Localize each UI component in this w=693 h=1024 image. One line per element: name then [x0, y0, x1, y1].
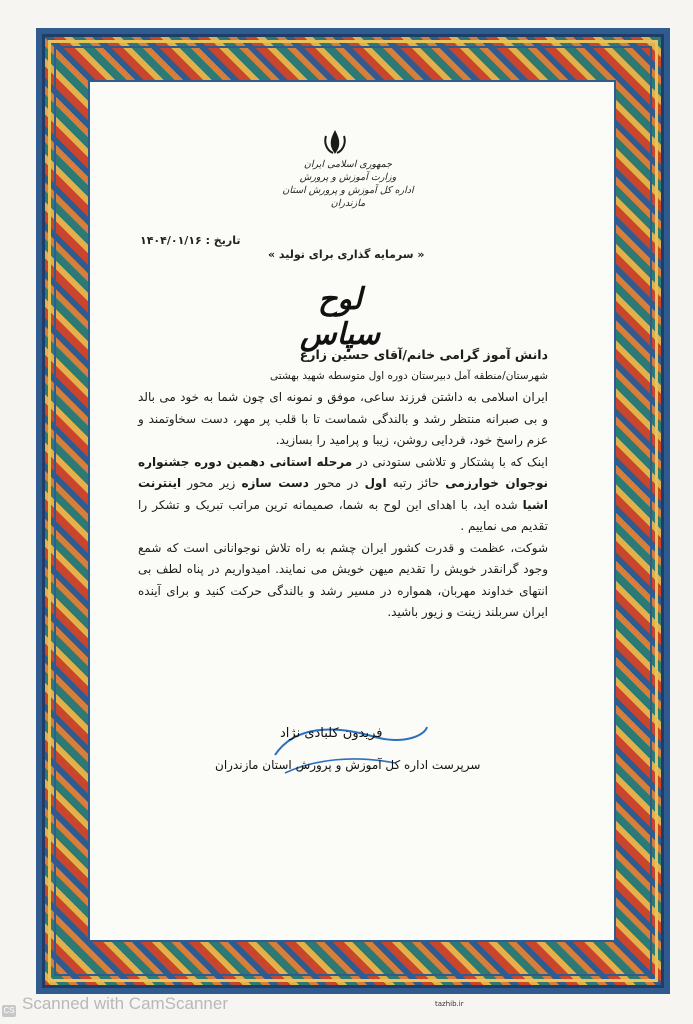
paragraph-2-part: حائز رتبه — [392, 476, 440, 490]
category-value: دست سازه — [241, 476, 309, 490]
location-line: شهرستان/منطقه آمل دبیرستان دوره اول متوسطه شهید بهشتی — [269, 369, 548, 382]
ministry-line-3: اداره کل آموزش و پرورش استان مازندران — [282, 185, 414, 209]
ministry-line-1: جمهوری اسلامی ایران — [303, 159, 393, 170]
certificate-body — [138, 344, 548, 624]
footer-credit: tazhib.ir — [435, 1000, 464, 1008]
paragraph-3: شوکت، عظمت و قدرت کشور ایران چشم به راه تلاش نوجوانانی است که شمع وجود گرانقدر خویش را تقدیم میهن خویش می نمایند. امیدواریم در پناه لطف بی انتهای خداوند مهربان، همواره در مسیر رشد و بالندگی حرکت کنید و برای آینده ایران سربلند زینت و زیور باشید. — [138, 540, 548, 619]
festival-name: مرحله استانی دهمین دوره جشنواره نوجوان خوارزمی — [138, 454, 548, 490]
signatory-title: سرپرست اداره کل آموزش و پرورش استان مازندران — [215, 758, 481, 772]
subcategory-value: اینترنت اشیا — [138, 476, 548, 512]
recipient-line: دانش آموز گرامی خانم/آقای حسین زارع — [299, 347, 548, 362]
paragraph-2-part: زیر محور — [187, 476, 236, 490]
paragraph-2-part: اینک که با پشتکار و تلاشی ستودنی در — [356, 454, 548, 469]
ministry-letterhead — [268, 158, 428, 210]
year-slogan: « سرمایه گذاری برای تولید » — [268, 248, 425, 261]
paragraph-2-part: در محور — [315, 476, 359, 490]
signatory-name: فریدون کلبادی نژاد — [280, 726, 383, 741]
scanner-watermark: Scanned with CamScanner — [22, 994, 229, 1013]
paragraph-1: ایران اسلامی به داشتن فرزند ساعی، موفق و نمونه ای چون شما به خود می بالد و بی صبرانه منتظر رشد و بالندگی شماست تا با قلب پر مهر، دست سخاوتمند و عزم راسخ خود، فردایی روشن، زیبا و پرامید را بسازید. — [138, 390, 548, 447]
camscanner-badge: CS — [3, 1006, 15, 1015]
paragraph-2-part: شده اید، با اهدای این لوح به شما، صمیمانه ترین مراتب تبریک و تشکر را تقدیم می نماییم . — [138, 497, 548, 533]
ministry-line-2: وزارت آموزش و پرورش — [299, 172, 397, 183]
iran-emblem-icon — [322, 128, 348, 156]
date-label: تاریخ : ۱۴۰۴/۰۱/۱۶ — [140, 234, 241, 247]
certificate-title: لوح سپاس — [300, 282, 380, 352]
rank-value: اول — [364, 476, 387, 490]
paragraph-2 — [138, 452, 548, 538]
